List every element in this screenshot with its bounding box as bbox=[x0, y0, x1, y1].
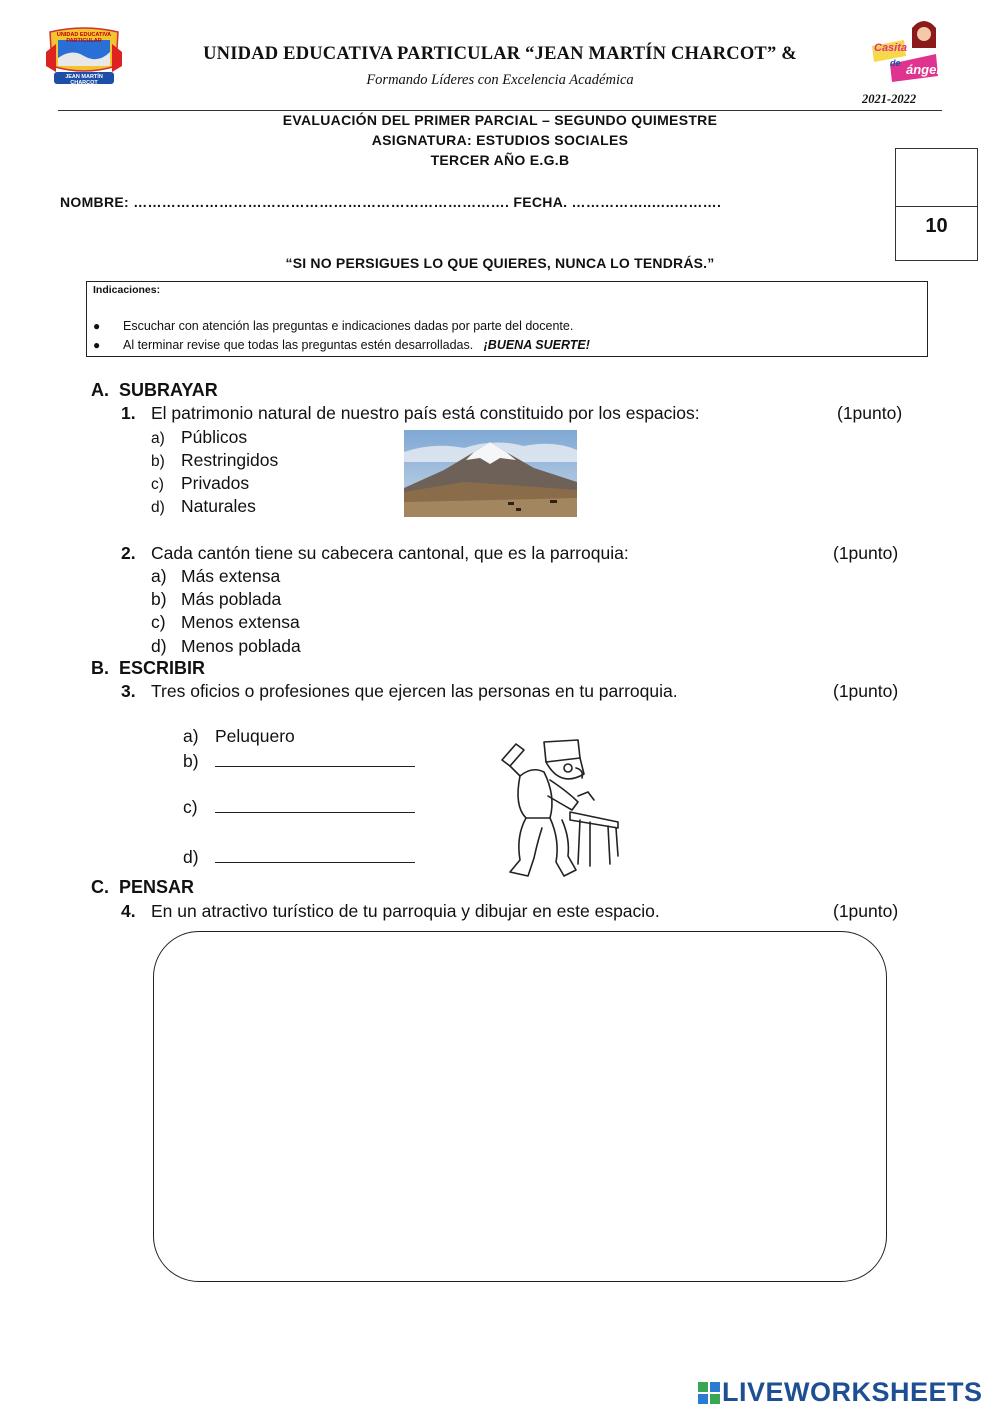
question-3: 3. Tres oficios o profesiones que ejercen las personas en tu parroquia. bbox=[121, 681, 678, 701]
question-2-points: (1punto) bbox=[833, 543, 899, 563]
answer-blank-b[interactable] bbox=[215, 750, 415, 767]
answer-blank-d[interactable] bbox=[215, 846, 415, 863]
score-box bbox=[895, 148, 978, 261]
q2-option-c[interactable]: c) Menos extensa bbox=[151, 612, 300, 632]
casita-de-angel-logo bbox=[868, 18, 942, 84]
name-label: NOMBRE: bbox=[60, 194, 129, 210]
liveworksheets-logo-icon bbox=[698, 1382, 720, 1404]
carpenter-illustration bbox=[498, 736, 622, 886]
casita-logo-text-1: Casita bbox=[874, 42, 908, 54]
section-b-heading: B. ESCRIBIR bbox=[91, 658, 206, 678]
answer-blank-c[interactable] bbox=[215, 796, 415, 813]
question-4: 4. En un atractivo turístico de tu parroquia y dibujar en este espacio. bbox=[121, 901, 660, 921]
school-logo-text-top: UNIDAD EDUCATIVA PARTICULAR bbox=[56, 32, 112, 44]
question-1-text: El patrimonio natural de nuestro país está constituido por los espacios: bbox=[151, 403, 700, 423]
question-4-text: En un atractivo turístico de tu parroquia y dibujar en este espacio. bbox=[151, 901, 660, 921]
name-date-line bbox=[60, 194, 721, 210]
school-year: 2021-2022 bbox=[862, 92, 917, 106]
instruction-item: ● Al terminar revise que todas las preguntas estén desarrolladas. ¡BUENA SUERTE! bbox=[93, 338, 590, 352]
question-1-points: (1punto) bbox=[837, 403, 903, 423]
good-luck-text: ¡BUENA SUERTE! bbox=[483, 338, 590, 352]
name-field[interactable]: ……………………………………………………………………. bbox=[133, 194, 510, 210]
question-2-text: Cada cantón tiene su cabecera cantonal, que es la parroquia: bbox=[151, 543, 629, 563]
q1-option-d[interactable]: d) Naturales bbox=[151, 496, 256, 516]
score-box-divider bbox=[896, 206, 977, 207]
q1-option-a[interactable]: a) Públicos bbox=[151, 427, 248, 447]
bullet-icon: ● bbox=[93, 338, 101, 352]
q3-answer-c: c) bbox=[183, 796, 415, 818]
bullet-icon: ● bbox=[93, 319, 101, 333]
instructions-box bbox=[86, 281, 928, 357]
instruction-item: ● Escuchar con atención las preguntas e indicaciones dadas por parte del docente. bbox=[93, 319, 574, 333]
q2-option-b[interactable]: b) Más poblada bbox=[151, 589, 282, 609]
school-logo-text-bottom: JEAN MARTÍN CHARCOT bbox=[65, 74, 103, 86]
section-a-heading: A. SUBRAYAR bbox=[91, 380, 218, 400]
casita-logo-text-2: de bbox=[890, 58, 901, 68]
section-c-heading: C. PENSAR bbox=[91, 877, 195, 897]
q3-answer-b: b) bbox=[183, 750, 415, 772]
liveworksheets-brand[interactable] bbox=[698, 1377, 983, 1408]
question-1: 1. El patrimonio natural de nuestro país está constituido por los espacios: bbox=[121, 403, 700, 423]
q1-option-c[interactable]: c) Privados bbox=[151, 473, 250, 493]
school-motto: Formando Líderes con Excelencia Académica bbox=[366, 72, 634, 88]
question-3-points: (1punto) bbox=[833, 681, 899, 701]
question-4-points: (1punto) bbox=[833, 901, 899, 921]
header-divider bbox=[58, 110, 942, 111]
q3-answer-a: a) Peluquero bbox=[183, 726, 295, 746]
casita-logo-text-3: ángel bbox=[906, 62, 940, 77]
motivational-quote: “SI NO PERSIGUES LO QUE QUIERES, NUNCA LO TENDRÁS.” bbox=[285, 255, 715, 271]
q2-option-d[interactable]: d) Menos poblada bbox=[151, 636, 301, 656]
school-name: UNIDAD EDUCATIVA PARTICULAR “JEAN MARTÍN CHARCOT” & bbox=[203, 44, 797, 64]
score-value: 10 bbox=[925, 215, 948, 237]
question-2: 2. Cada cantón tiene su cabecera cantonal, que es la parroquia: bbox=[121, 543, 629, 563]
q2-option-a[interactable]: a) Más extensa bbox=[151, 566, 281, 586]
grade-title: TERCER AÑO E.G.B bbox=[430, 152, 570, 168]
volcano-photo bbox=[404, 430, 577, 517]
drawing-area[interactable] bbox=[153, 931, 887, 1282]
q1-option-b[interactable]: b) Restringidos bbox=[151, 450, 279, 470]
q3-answer-d: d) bbox=[183, 846, 415, 868]
instructions-title: Indicaciones: bbox=[93, 284, 161, 296]
question-3-text: Tres oficios o profesiones que ejercen las personas en tu parroquia. bbox=[151, 681, 678, 701]
subject-title: ASIGNATURA: ESTUDIOS SOCIALES bbox=[371, 132, 629, 148]
evaluation-title: EVALUACIÓN DEL PRIMER PARCIAL – SEGUNDO QUIMESTRE bbox=[282, 112, 718, 128]
liveworksheets-text: LIVEWORKSHEETS bbox=[722, 1377, 983, 1407]
date-field[interactable]: ……………..…..………. bbox=[571, 194, 722, 210]
date-label: FECHA. bbox=[513, 194, 568, 210]
